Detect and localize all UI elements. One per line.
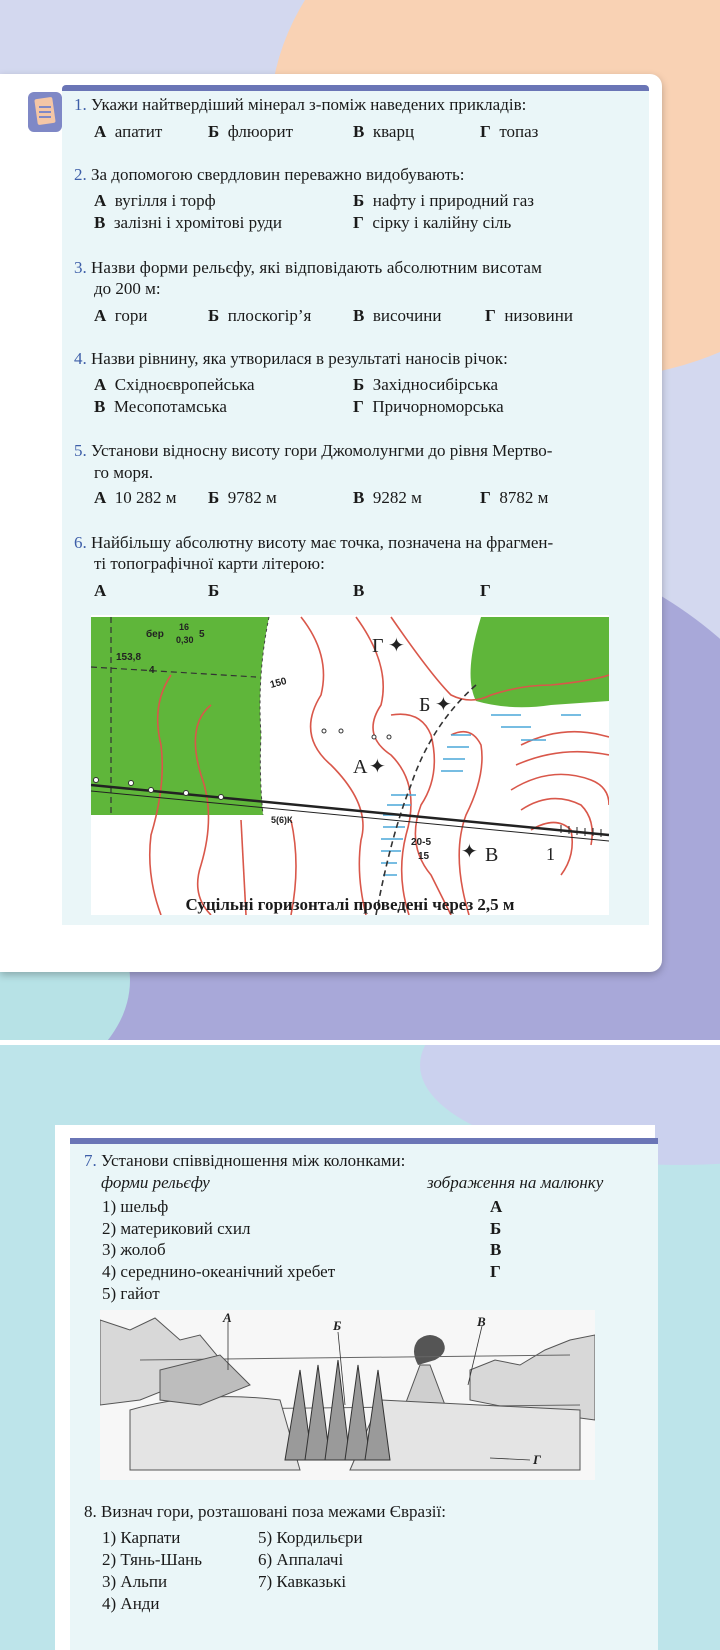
list-item: 6) Аппалачі (258, 1550, 344, 1569)
map-point-a: А (353, 756, 368, 778)
list-item: 4) середнино-океанічний хребет (102, 1262, 336, 1281)
question-8: 8. Визнач гори, розташовані поза межами Євразії: (84, 1502, 446, 1521)
map-label: 0,30 (176, 635, 194, 645)
answer-letter: Б (490, 1219, 502, 1238)
list-item: 1) шельф (102, 1197, 169, 1216)
answer-option[interactable]: А 10 282 м (94, 488, 177, 507)
answer-option[interactable]: В 9282 м (353, 488, 422, 507)
main-road-edge (91, 791, 609, 841)
map-label: 16 (179, 622, 190, 632)
column-header-left: форми рельєфу (101, 1173, 210, 1192)
column-header-right: зображення на малюнку (427, 1173, 604, 1192)
list-item: 1) Карпати (102, 1528, 181, 1547)
diagram-label: А (223, 1310, 232, 1325)
question-text-continued: ті топографічної карти літерою: (94, 554, 325, 573)
question-number: 1. (74, 95, 87, 114)
map-label: бер (146, 629, 164, 640)
forest-area (471, 617, 609, 707)
answer-option[interactable]: Г Причорноморська (353, 397, 504, 416)
answer-option[interactable]: Г (480, 581, 491, 600)
diagram-label: В (477, 1314, 486, 1329)
list-item: 3) жолоб (102, 1240, 166, 1259)
answer-option[interactable]: В залізні і хромітові руди (94, 213, 283, 232)
question-5: 5. Установи відносну висоту гори Джомолунгми до рівня Мертво- (74, 441, 553, 460)
list-item: 5) гайот (102, 1284, 160, 1303)
list-item: 2) Тянь-Шань (102, 1550, 203, 1569)
ocean-floor-diagram-svg (100, 1310, 595, 1480)
answer-option[interactable]: Б 9782 м (208, 488, 277, 507)
map-point-b: Б (419, 694, 431, 716)
answer-option[interactable]: В Месопотамська (94, 397, 227, 416)
answer-option[interactable]: Г 8782 м (480, 488, 549, 507)
question-text-continued: го моря. (94, 463, 154, 482)
question-text: Укажи найтвердіший мінерал з-поміж наведених прикладів: (91, 95, 527, 114)
answer-option[interactable]: А гори (94, 306, 148, 325)
diagram-label: Г (533, 1452, 541, 1467)
list-item: 4) Анди (102, 1594, 160, 1613)
answer-option[interactable]: Б (208, 581, 220, 600)
answer-option[interactable]: Б Західносибірська (353, 375, 499, 394)
list-item: 7) Кавказькі (258, 1572, 347, 1591)
map-label: 5 (199, 629, 205, 640)
map-point-v: В (485, 844, 499, 866)
list-item: 5) Кордильєри (258, 1528, 363, 1547)
answer-letter: А (490, 1197, 503, 1216)
answer-option[interactable]: В (353, 581, 365, 600)
map-label: 1 (546, 844, 555, 864)
question-6: 6. Найбільшу абсолютну висоту має точка, позначена на фрагмен- (74, 533, 554, 552)
map-label: 4 (149, 665, 155, 676)
star-icon: ✦ (388, 635, 405, 657)
answer-option[interactable]: А Східноєвропейська (94, 375, 255, 394)
answer-letter: В (490, 1240, 502, 1259)
answer-option[interactable]: Б нафту і природний газ (353, 191, 534, 210)
diagram-label: Б (333, 1318, 342, 1333)
topographic-map-svg (91, 615, 609, 915)
map-label: 15 (418, 851, 430, 862)
star-icon: ✦ (369, 756, 386, 778)
forest-area (91, 617, 269, 815)
answer-option[interactable]: Г сірку і калійну сіль (353, 213, 512, 232)
answer-letter: Г (490, 1262, 501, 1281)
answer-option[interactable]: А (94, 581, 107, 600)
question-2: 2. За допомогою свердловин переважно видобувають: (74, 165, 465, 184)
answer-option[interactable]: Г низовини (485, 306, 573, 325)
answer-option[interactable]: Г топаз (480, 122, 539, 141)
map-label: 5(6)К (271, 815, 293, 825)
map-label: 20-5 (411, 837, 432, 848)
star-icon: ✦ (435, 694, 452, 716)
answer-option[interactable]: Б флюорит (208, 122, 294, 141)
map-point-g: Г (372, 635, 384, 657)
question-4: 4. Назви рівнину, яка утворилася в результаті наносів річок: (74, 349, 508, 368)
answer-option[interactable]: А апатит (94, 122, 163, 141)
notebook-icon (28, 92, 62, 132)
question-1 (74, 94, 526, 115)
question-3: 3. Назви форми рельєфу, які відповідають абсолютним висотам (74, 258, 543, 277)
question-7: 7. Установи співвідношення між колонками: (84, 1151, 406, 1170)
map-label: 153,8 (116, 652, 142, 663)
answer-option[interactable]: А вугілля і торф (94, 191, 216, 210)
topographic-map (91, 615, 609, 915)
question-text-continued: до 200 м: (94, 279, 161, 298)
map-caption: Суцільні горизонталі проведені через 2,5 м (185, 895, 515, 914)
answer-option[interactable]: В кварц (353, 122, 415, 141)
answer-option[interactable]: В височини (353, 306, 442, 325)
ocean-floor-diagram (100, 1310, 595, 1480)
answer-option[interactable]: Б плоскогір’я (208, 306, 312, 325)
list-item: 3) Альпи (102, 1572, 168, 1591)
star-icon: ✦ (461, 841, 478, 863)
map-label: 150 (268, 675, 288, 691)
list-item: 2) материковий схил (102, 1219, 251, 1238)
